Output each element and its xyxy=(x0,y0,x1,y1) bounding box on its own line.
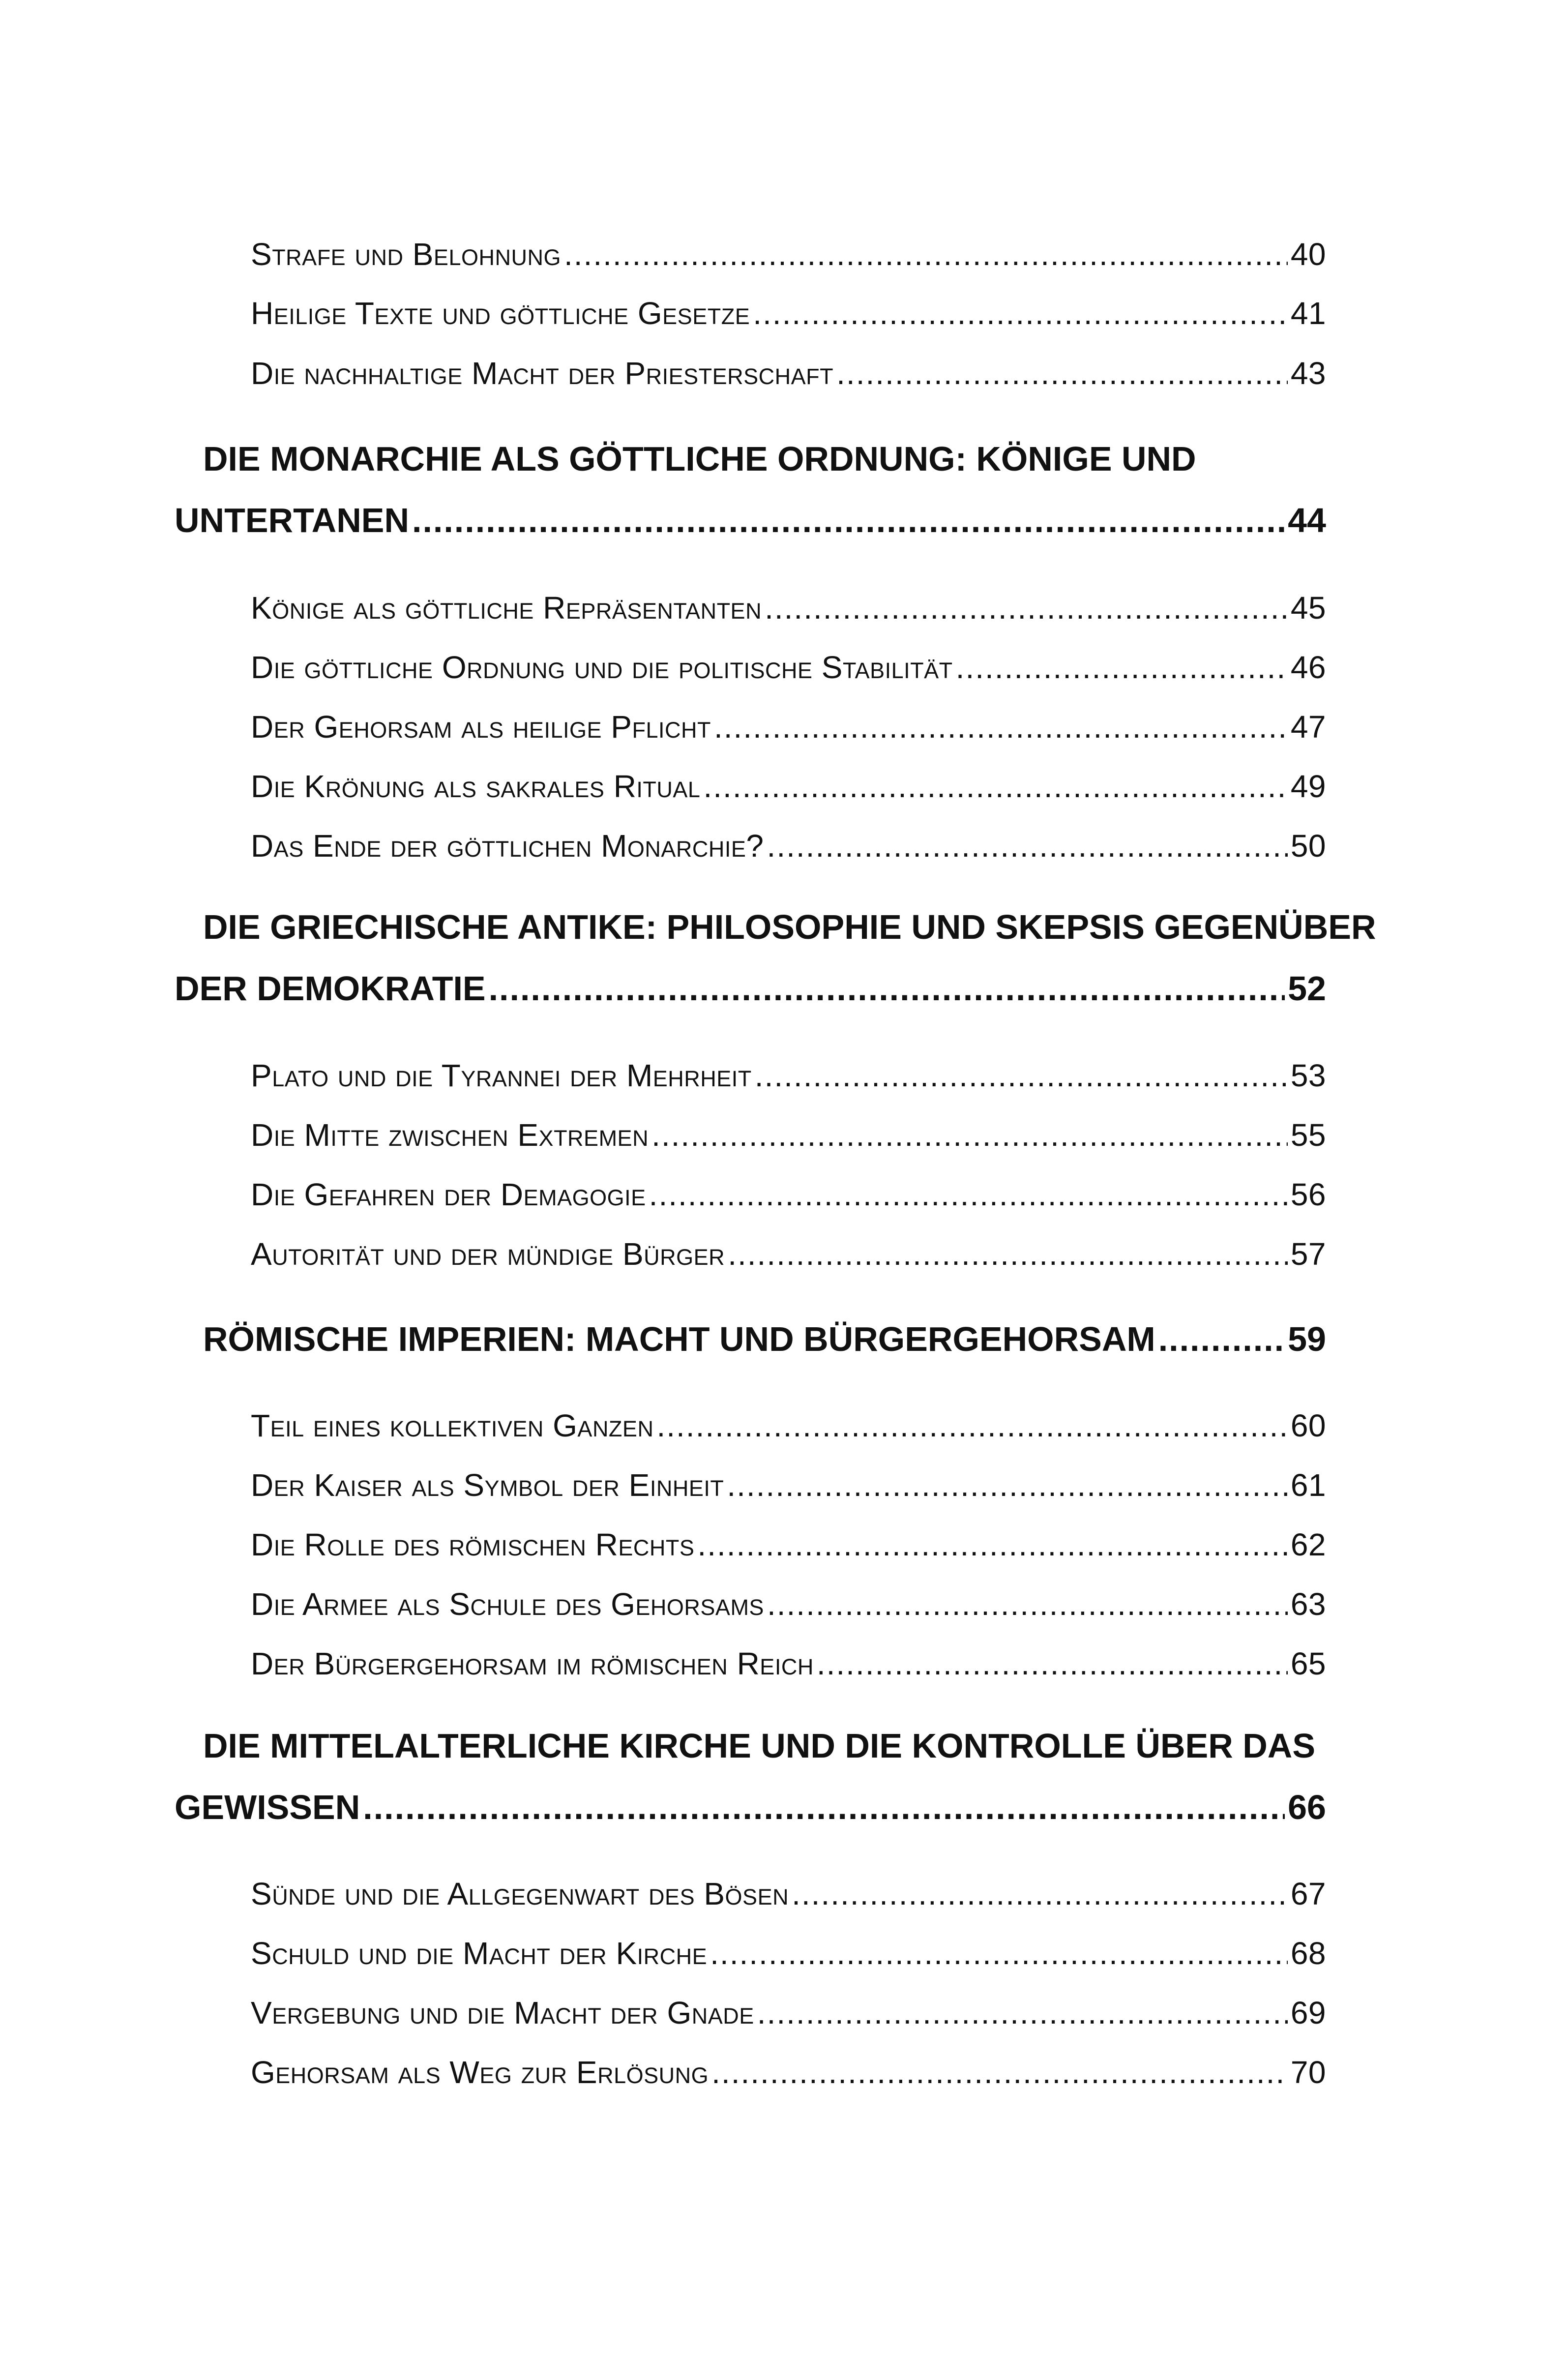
toc-entry-page: 47 xyxy=(1290,709,1326,745)
toc-entry[interactable] xyxy=(251,1995,1326,2031)
dot-leader xyxy=(564,236,1288,272)
toc-entry-title: Die Armee als Schule des Gehorsams xyxy=(251,1586,764,1622)
dot-leader xyxy=(703,768,1287,805)
dot-leader xyxy=(412,501,1285,540)
chapter-heading-line1[interactable] xyxy=(203,907,1376,947)
chapter-title-line2: GEWISSEN xyxy=(175,1788,360,1826)
toc-entry-page: 49 xyxy=(1290,769,1326,804)
toc-entry-page: 68 xyxy=(1290,1936,1326,1971)
toc-entry[interactable] xyxy=(251,355,1326,391)
toc-entry-page: 50 xyxy=(1290,828,1326,864)
dot-leader xyxy=(767,828,1288,864)
toc-entry[interactable] xyxy=(251,590,1326,626)
dot-leader xyxy=(956,649,1288,686)
toc-entry-title: Die nachhaltige Macht der Priesterschaft xyxy=(251,356,834,391)
toc-entry[interactable] xyxy=(251,1407,1326,1444)
toc-entry[interactable] xyxy=(251,1176,1326,1213)
toc-entry-title: Teil eines kollektiven Ganzen xyxy=(251,1408,654,1443)
toc-entry[interactable] xyxy=(251,1586,1326,1622)
chapter-page: 59 xyxy=(1288,1320,1326,1358)
dot-leader xyxy=(649,1176,1288,1213)
toc-entry-page: 57 xyxy=(1290,1236,1326,1272)
toc-entry-page: 53 xyxy=(1290,1058,1326,1093)
toc-entry[interactable] xyxy=(251,768,1326,805)
toc-entry-title: Gehorsam als Weg zur Erlösung xyxy=(251,2055,709,2090)
dot-leader xyxy=(656,1407,1287,1444)
toc-entry[interactable] xyxy=(251,2054,1326,2090)
toc-entry-title: Die göttliche Ordnung und die politische Stabilität xyxy=(251,650,953,685)
toc-entry-title: Könige als göttliche Repräsentanten xyxy=(251,590,762,626)
toc-entry-page: 63 xyxy=(1290,1586,1326,1622)
toc-entry-page: 40 xyxy=(1290,237,1326,272)
chapter-title-line1: DIE MONARCHIE ALS GÖTTLICHE ORDNUNG: KÖNIGE UND xyxy=(203,440,1196,478)
toc-entry[interactable] xyxy=(251,1935,1326,1971)
toc-entry[interactable] xyxy=(251,1057,1326,1094)
dot-leader xyxy=(489,969,1285,1008)
toc-entry-title: Der Bürgergehorsam im römischen Reich xyxy=(251,1646,814,1681)
dot-leader xyxy=(714,709,1288,745)
chapter-heading-line2[interactable] xyxy=(175,501,1326,540)
chapter-heading-line1[interactable] xyxy=(203,439,1196,478)
toc-entry-title: Heilige Texte und göttliche Gesetze xyxy=(251,296,750,331)
toc-entry-title: Das Ende der göttlichen Monarchie? xyxy=(251,828,764,864)
toc-entry-title: Die Rolle des römischen Rechts xyxy=(251,1527,695,1562)
toc-entry-page: 67 xyxy=(1290,1876,1326,1911)
dot-leader xyxy=(757,1995,1288,2031)
toc-entry[interactable] xyxy=(251,236,1326,272)
toc-entry-page: 56 xyxy=(1290,1177,1326,1212)
toc-entry-title: Die Krönung als sakrales Ritual xyxy=(251,769,701,804)
toc-entry-title: Sünde und die Allgegenwart des Bösen xyxy=(251,1876,789,1911)
toc-entry[interactable] xyxy=(251,649,1326,686)
toc-entry-page: 41 xyxy=(1290,296,1326,331)
toc-entry-title: Die Mitte zwischen Extremen xyxy=(251,1117,649,1153)
toc-entry-page: 69 xyxy=(1290,1995,1326,2030)
chapter-page: 44 xyxy=(1288,501,1326,539)
dot-leader xyxy=(697,1526,1287,1563)
toc-entry-title: Vergebung und die Macht der Gnade xyxy=(251,1995,754,2030)
dot-leader xyxy=(753,295,1288,331)
dot-leader xyxy=(817,1645,1288,1682)
dot-leader xyxy=(727,1467,1287,1503)
dot-leader xyxy=(710,1935,1288,1971)
chapter-title-line1: DIE MITTELALTERLICHE KIRCHE UND DIE KONTROLLE ÜBER DAS xyxy=(203,1727,1316,1765)
toc-entry-title: Autorität und der mündige Bürger xyxy=(251,1236,725,1272)
toc-entry-page: 60 xyxy=(1290,1408,1326,1443)
dot-leader xyxy=(363,1788,1285,1827)
chapter-title-line2: DER DEMOKRATIE xyxy=(175,969,486,1008)
dot-leader xyxy=(728,1236,1288,1272)
dot-leader xyxy=(792,1876,1288,1912)
toc-entry[interactable] xyxy=(251,828,1326,864)
toc-entry-title: Strafe und Belohnung xyxy=(251,237,561,272)
toc-entry[interactable] xyxy=(251,1645,1326,1682)
toc-entry-page: 62 xyxy=(1290,1527,1326,1562)
chapter-heading-line2[interactable] xyxy=(175,1788,1326,1827)
toc-entry[interactable] xyxy=(251,1526,1326,1563)
toc-entry-page: 55 xyxy=(1290,1117,1326,1153)
dot-leader xyxy=(765,590,1288,626)
chapter-title-line2: UNTERTANEN xyxy=(175,501,410,539)
toc-entry-page: 45 xyxy=(1290,590,1326,626)
dot-leader xyxy=(651,1117,1288,1153)
dot-leader xyxy=(767,1586,1288,1622)
chapter-title-line1: DIE GRIECHISCHE ANTIKE: PHILOSOPHIE UND SKEPSIS GEGENÜBER xyxy=(203,908,1376,946)
toc-entry-title: Die Gefahren der Demagogie xyxy=(251,1177,646,1212)
toc-entry[interactable] xyxy=(251,709,1326,745)
chapter-heading[interactable] xyxy=(203,1319,1326,1359)
chapter-page: 66 xyxy=(1288,1788,1326,1826)
toc-entry-title: Der Gehorsam als heilige Pflicht xyxy=(251,709,711,745)
dot-leader xyxy=(711,2054,1288,2090)
toc-entry[interactable] xyxy=(251,1236,1326,1272)
toc-entry-title: Der Kaiser als Symbol der Einheit xyxy=(251,1467,724,1503)
chapter-heading-line2[interactable] xyxy=(175,969,1326,1008)
toc-entry[interactable] xyxy=(251,295,1326,331)
dot-leader xyxy=(755,1057,1288,1094)
toc-entry[interactable] xyxy=(251,1467,1326,1503)
toc-entry-title: Schuld und die Macht der Kirche xyxy=(251,1936,708,1971)
chapter-page: 52 xyxy=(1288,969,1326,1008)
toc-entry[interactable] xyxy=(251,1876,1326,1912)
dot-leader xyxy=(836,355,1288,391)
toc-entry-page: 65 xyxy=(1290,1646,1326,1681)
chapter-heading-line1[interactable] xyxy=(203,1726,1315,1765)
toc-entry-page: 46 xyxy=(1290,650,1326,685)
toc-entry-page: 43 xyxy=(1290,356,1326,391)
toc-entry[interactable] xyxy=(251,1117,1326,1153)
toc-entry-title: Plato und die Tyrannei der Mehrheit xyxy=(251,1058,752,1093)
dot-leader xyxy=(1158,1319,1285,1359)
toc-entry-page: 61 xyxy=(1290,1467,1326,1503)
toc-entry-page: 70 xyxy=(1290,2055,1326,2090)
chapter-title: RÖMISCHE IMPERIEN: MACHT UND BÜRGERGEHORSAM xyxy=(203,1320,1155,1358)
